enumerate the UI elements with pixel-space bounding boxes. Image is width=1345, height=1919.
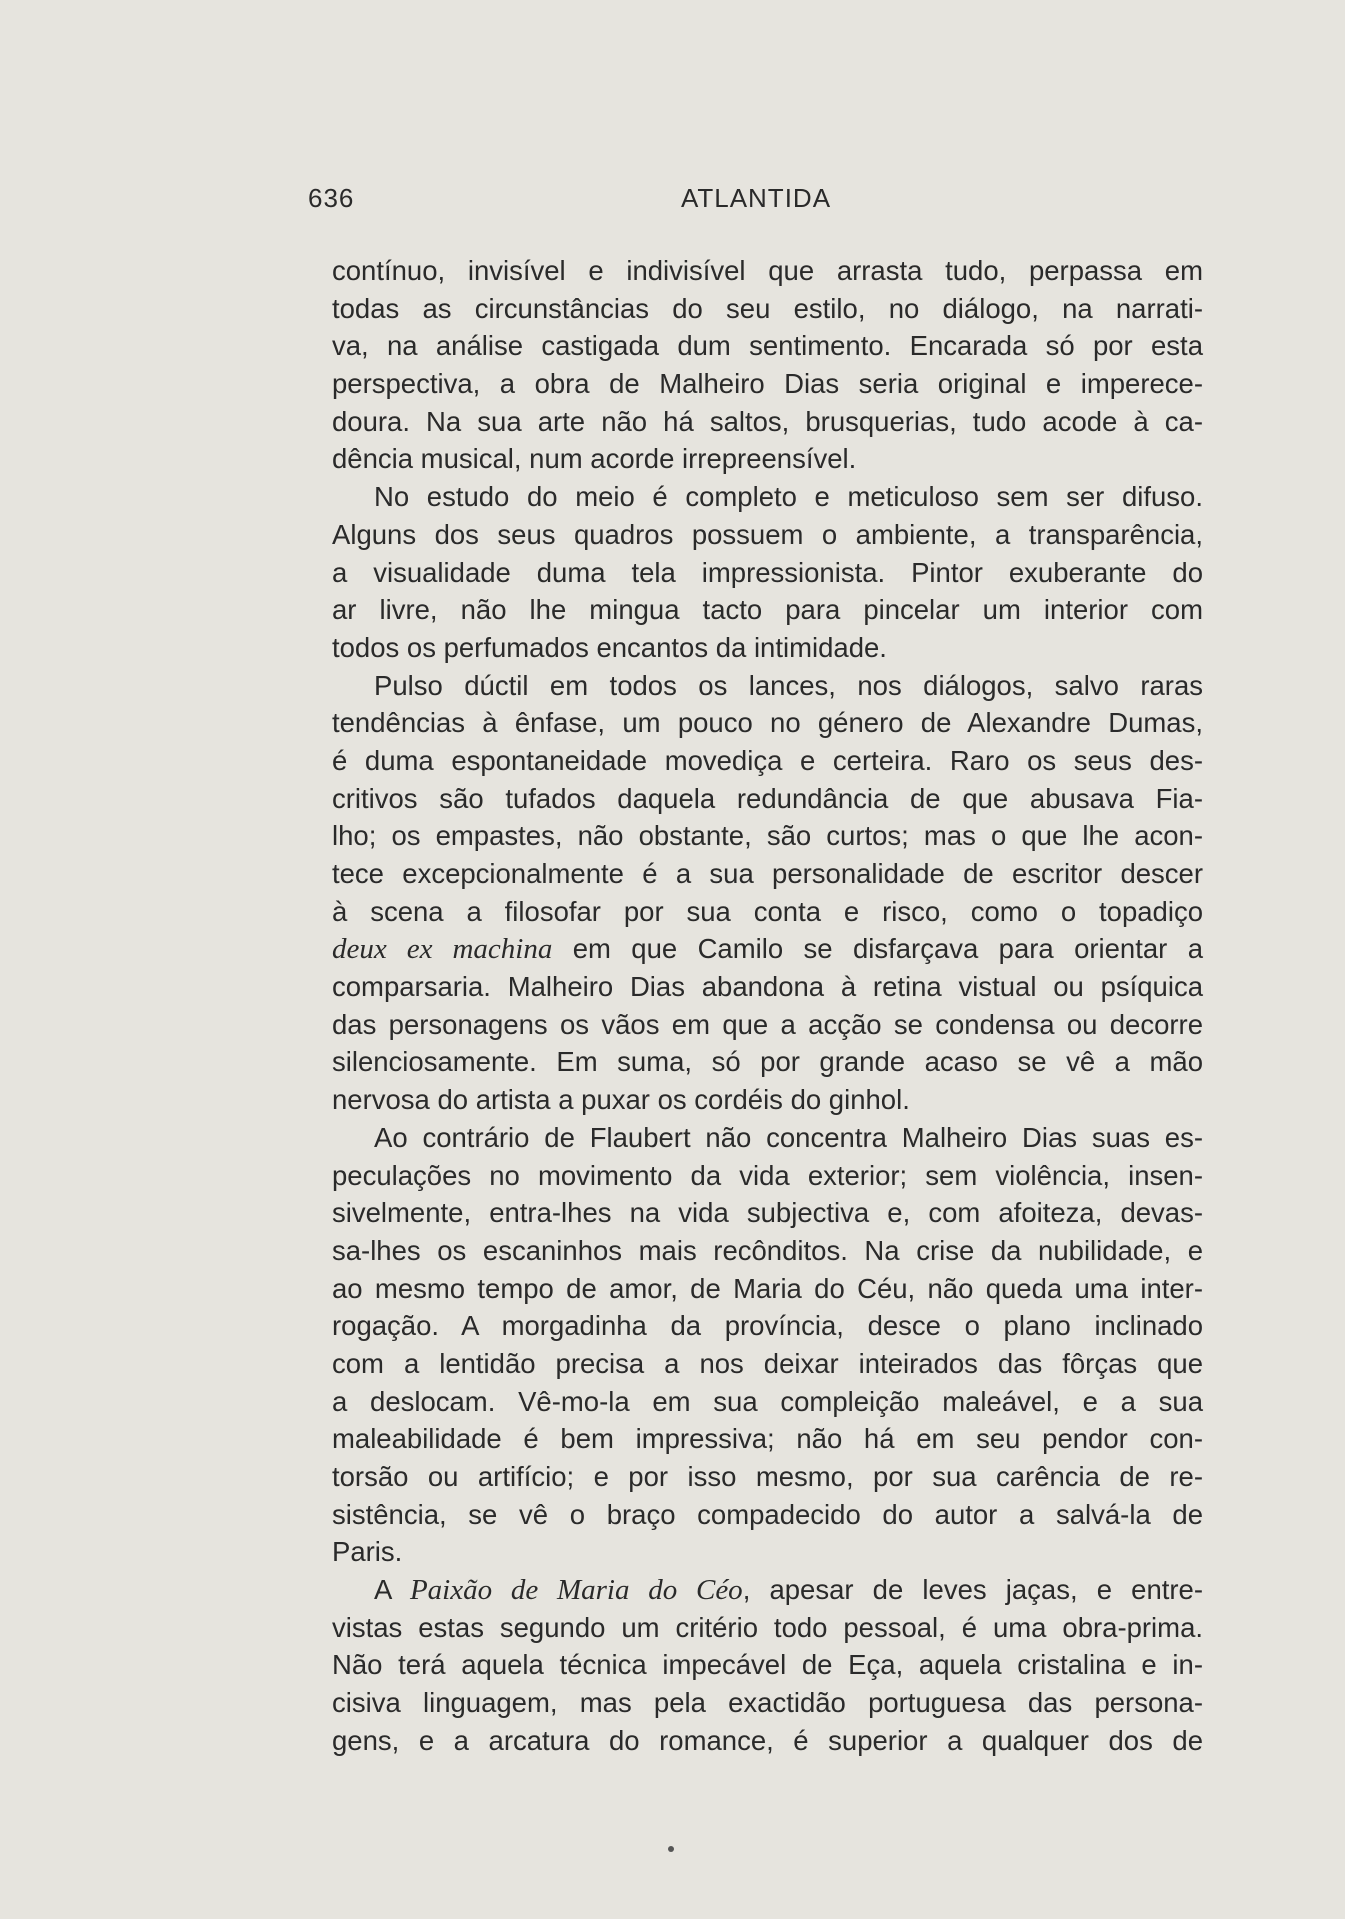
text-line [332, 1571, 1203, 1609]
text-line: comparsaria. Malheiro Dias abandona à retina vistual ou psíquica [332, 971, 1203, 1003]
text-line: rogação. A morgadinha da província, desce o plano inclinado [332, 1310, 1203, 1342]
text-line: silenciosamente. Em suma, só por grande acaso se vê a mão [332, 1046, 1203, 1078]
text-line-rest: em que Camilo se disfarçava para orientar a [552, 933, 1203, 965]
text-line [332, 930, 1203, 968]
text-line: sivelmente, entra-lhes na vida subjectiva e, com afoiteza, devas- [332, 1197, 1203, 1229]
italic-title: Paixão de Maria do Céo [409, 1574, 743, 1607]
text-line: com a lentidão precisa a nos deixar inteirados das fôrças que [332, 1347, 1203, 1379]
text-line: ar livre, não lhe mingua tacto para pincelar um interior com [332, 594, 1203, 626]
text-line: gens, e a arcatura do romance, é superior a qualquer dos de [332, 1724, 1203, 1756]
text-line: contínuo, invisível e indivisível que arrasta tudo, perpassa em [332, 255, 1203, 286]
text-line: perspectiva, a obra de Malheiro Dias seria original e imperece- [332, 368, 1203, 400]
text-line: ao mesmo tempo de amor, de Maria do Céu, não queda uma inter- [332, 1272, 1203, 1304]
text-line: Paris. [332, 1536, 403, 1568]
text-line: Alguns dos seus quadros possuem o ambiente, a transparência, [332, 518, 1203, 550]
page-number: 636 [308, 183, 355, 213]
text-line: sistência, se vê o braço compadecido do autor a salvá-la de [332, 1498, 1203, 1530]
text-line: à scena a filosofar por sua conta e risco, como o topadiço [332, 895, 1203, 927]
text-line: maleabilidade é bem impressiva; não há em seu pendor con- [332, 1423, 1203, 1455]
text-line: nervosa do artista a puxar os cordéis do ginhol. [332, 1084, 910, 1116]
ink-speck [668, 1846, 674, 1852]
text-line: tendências à ênfase, um pouco no género de Alexandre Dumas, [332, 707, 1203, 739]
text-line: critivos são tufados daquela redundância de que abusava Fia- [332, 782, 1203, 814]
text-line: dência musical, num acorde irrepreensível. [332, 443, 857, 475]
text-line: Não terá aquela técnica impecável de Eça, aquela cristalina e in- [332, 1649, 1203, 1681]
body-text [332, 252, 1203, 1760]
text-line: vistas estas segundo um critério todo pessoal, é uma obra-prima. [332, 1611, 1203, 1643]
italic-title: deux ex machina [332, 933, 553, 966]
text-line: todas as circunstâncias do seu estilo, no diálogo, na narrati- [332, 292, 1203, 324]
text-line: lho; os empastes, não obstante, são curtos; mas o que lhe acon- [332, 820, 1203, 852]
text-line: peculações no movimento da vida exterior; sem violência, insen- [332, 1159, 1203, 1191]
text-line: tece excepcionalmente é a sua personalidade de escritor descer [332, 858, 1203, 889]
text-line: a deslocam. Vê-mo-la em sua compleição maleável, e a sua [332, 1385, 1203, 1417]
text-line: a visualidade duma tela impressionista. Pintor exuberante do [332, 556, 1203, 588]
text-line: Ao contrário de Flaubert não concentra Malheiro Dias suas es- [374, 1121, 1203, 1153]
text-line: doura. Na sua arte não há saltos, brusquerias, tudo acode à ca- [332, 405, 1203, 437]
page-header [308, 183, 1204, 223]
text-line: No estudo do meio é completo e meticuloso sem ser difuso. [374, 481, 1203, 513]
text-line: todos os perfumados encantos da intimidade. [332, 631, 887, 663]
text-line: cisiva linguagem, mas pela exactidão portuguesa das persona- [332, 1687, 1203, 1719]
text-line: das personagens os vãos em que a acção se condensa ou decorre [332, 1008, 1203, 1040]
text-line-prefix: A [374, 1574, 410, 1606]
text-line: va, na análise castigada dum sentimento. Encarada só por esta [332, 330, 1203, 362]
text-line-rest: , apesar de leves jaças, e entre- [742, 1574, 1203, 1606]
text-line: Pulso dúctil em todos os lances, nos diálogos, salvo raras [374, 669, 1203, 701]
text-line: torsão ou artifício; e por isso mesmo, por sua carência de re- [332, 1461, 1203, 1492]
running-title: ATLANTIDA [680, 183, 832, 213]
text-line: sa-lhes os escaninhos mais recônditos. Na crise da nubilidade, e [332, 1234, 1203, 1266]
text-line: é duma espontaneidade movediça e certeira. Raro os seus des- [332, 744, 1203, 776]
